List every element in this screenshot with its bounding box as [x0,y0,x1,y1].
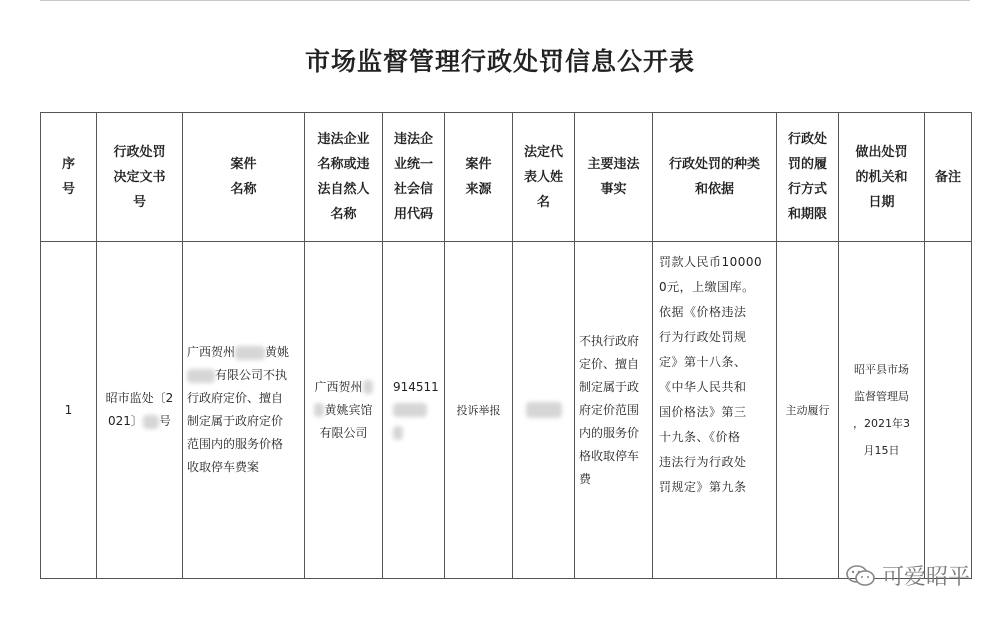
wechat-icon [846,565,876,587]
header-doc-no: 行政处罚 决定文书 号 [97,113,183,242]
cell-facts: 不执行政府 定价、擅自 制定属于政 府定价范围 内的服务价 格收取停车 费 [575,242,653,579]
redacted-mark [526,402,562,418]
redacted-mark [187,369,215,383]
header-source: 案件 来源 [445,113,513,242]
cell-performance: 主动履行 [777,242,839,579]
header-remark: 备注 [925,113,972,242]
penalty-info-table [40,112,972,579]
table-row [41,242,972,579]
cell-credit-code: 914511 [383,242,445,579]
table-header-row [41,113,972,242]
page-title: 市场监督管理行政处罚信息公开表 [304,47,695,76]
redacted-mark [143,415,159,429]
header-party: 违法企业 名称或违 法自然人 名称 [305,113,383,242]
header-authority: 做出处罚 的机关和 日期 [839,113,925,242]
header-penalty: 行政处罚的种类 和依据 [653,113,777,242]
cell-source: 投诉举报 [445,242,513,579]
header-seq: 序 号 [41,113,97,242]
header-legal-rep: 法定代 表人姓 名 [513,113,575,242]
redacted-mark [393,426,403,440]
cell-case-name: 广西贺州 黄姚 有限公司不执 行政府定价、擅自 制定属于政府定价 范围内的服务价格 收取停车费案 [183,242,305,579]
cell-party: 广西贺州 黄姚宾馆 有限公司 [305,242,383,579]
header-credit-code: 违法企 业统一 社会信 用代码 [383,113,445,242]
redacted-mark [393,403,427,417]
top-divider [40,0,970,1]
header-facts: 主要违法 事实 [575,113,653,242]
cell-remark [925,242,972,579]
watermark [846,560,970,591]
cell-doc-no: 昭市监处〔2 021〕 号 [97,242,183,579]
header-performance: 行政处 罚的履 行方式 和期限 [777,113,839,242]
watermark-text: 可爱昭平 [881,565,970,590]
cell-seq: 1 [41,242,97,579]
cell-legal-rep [513,242,575,579]
cell-authority: 昭平县市场 监督管理局 ，2021年3 月15日 [839,242,925,579]
header-case-name: 案件 名称 [183,113,305,242]
cell-penalty: 罚款人民币10000 0元，上缴国库。 依据《价格违法 行为行政处罚规 定》第十八条、 《中华人民共和 国价格法》第三 十九条、《价格 违法行为行政处 罚规定》第九条 [653,242,777,579]
redacted-mark [363,380,373,394]
redacted-mark [235,346,265,360]
redacted-mark [314,403,324,417]
